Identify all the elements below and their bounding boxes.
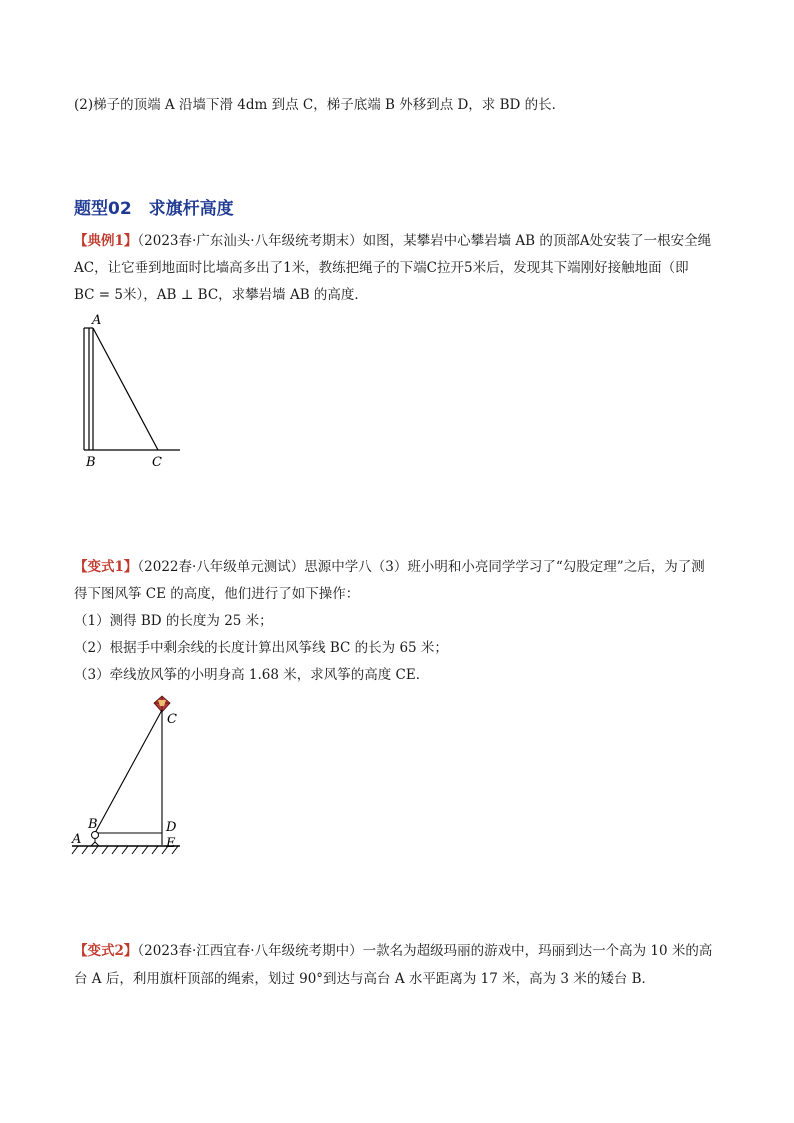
kite-string-bc — [95, 710, 162, 833]
example1-line-1-text: （2023春·广东汕头·八年级统考期末）如图，某攀岩中心攀岩墙 AB 的顶部A处安装了一根安全绳 — [137, 233, 712, 249]
person-icon — [91, 832, 99, 847]
variant1-line-2: 得下图风筝 CE 的高度，他们进行了如下操作： — [74, 586, 360, 602]
label-b: B — [86, 455, 96, 470]
kite-figure — [66, 692, 206, 867]
variant2-tag: 【变式2】 — [74, 943, 138, 959]
variant1-line-1-text: （2022春·八年级单元测试）思源中学八（3）班小明和小亮同学学习了“勾股定理”之后，为了测 — [137, 559, 705, 575]
variant2-line-1-text: （2023春·江西宜春·八年级统考期中）一款名为超级玛丽的游戏中，玛丽到达一个高为 10 米的高 — [137, 943, 713, 959]
label-a: A — [72, 832, 82, 847]
variant2-line-2: 台 A 后，利用旗杆顶部的绳索，划过 90°到达与高台 A 水平距离为 17 米，高为 3 米的矮台 B． — [74, 971, 656, 987]
example1-line-2: AC，让它垂到地面时比墙高多出了1米，教练把绳子的下端C拉开5米后，发现其下端刚好接触地面（即 — [74, 260, 689, 276]
example1-line-1 — [74, 231, 711, 251]
rope-ac — [93, 328, 158, 450]
variant1-line-1 — [74, 557, 705, 577]
variant1-tag: 【变式1】 — [74, 559, 138, 575]
climbing-wall-figure — [78, 308, 188, 470]
label-c: C — [167, 712, 177, 727]
variant1-line-4: （2）根据手中剩余线的长度计算出风筝线 BC 的长为 65 米； — [74, 640, 448, 656]
example1-tag: 【典例1】 — [74, 233, 138, 249]
question-2-text: (2)梯子的顶端 A 沿墙下滑 4dm 到点 C，梯子底端 B 外移到点 D，求 BD 的长． — [74, 97, 566, 113]
variant2-line-1 — [74, 941, 712, 961]
label-d: D — [166, 820, 177, 835]
variant1-line-5: （3）牵线放风筝的小明身高 1.68 米，求风筝的高度 CE． — [74, 667, 430, 683]
example1-line-3: BC = 5米），AB ⊥ BC，求攀岩墙 AB 的高度． — [74, 287, 368, 303]
label-a: A — [92, 313, 102, 328]
section-title: 题型02 求旗杆高度 — [74, 199, 234, 219]
label-c: C — [152, 455, 162, 470]
variant1-line-3: （1）测得 BD 的长度为 25 米； — [74, 613, 273, 629]
label-b: B — [88, 817, 98, 832]
label-e: E — [166, 836, 176, 851]
ground-hatching — [72, 846, 178, 854]
kite-icon — [154, 696, 170, 712]
